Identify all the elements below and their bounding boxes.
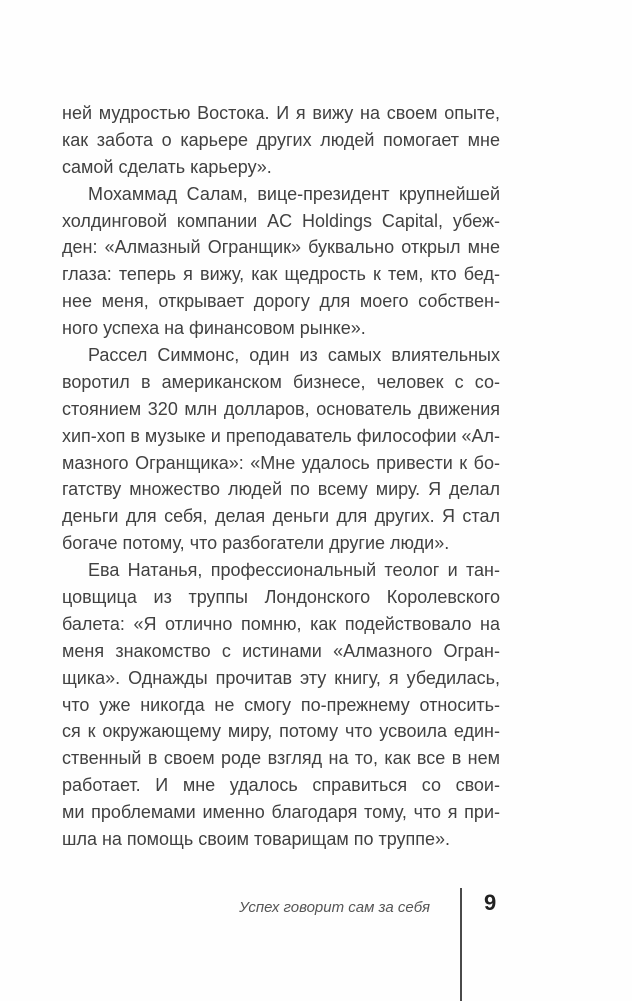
text-line: работает. И мне удалось справиться со свои- — [62, 775, 500, 796]
text-line: Рассел Симмонс, один из самых влиятельных — [88, 345, 500, 366]
text-line: нее меня, открывает дорогу для моего собствен- — [62, 291, 500, 312]
body-text — [62, 100, 500, 853]
text-line: хип-хоп в музыке и преподаватель философии «Ал- — [62, 425, 500, 446]
footer-divider-rule — [460, 888, 462, 1001]
text-line: Ева Натанья, профессиональный теолог и тан- — [88, 560, 500, 581]
text-line: меня знакомство с истинами «Алмазного Огран- — [62, 640, 500, 661]
text-line: щика». Однажды прочитав эту книгу, я убедилась, — [62, 667, 500, 688]
text-line: цовщица из труппы Лондонского Королевского — [62, 587, 500, 608]
text-line: ся к окружающему миру, потому что усвоила един- — [62, 721, 500, 742]
text-line: ственный в своем роде взгляд на то, как все в нем — [62, 748, 500, 769]
text-line: Мохаммад Салам, вице-президент крупнейшей — [88, 183, 500, 204]
running-title: Успех говорит сам за себя — [239, 899, 430, 916]
text-line: самой сделать карьеру». — [62, 156, 272, 177]
text-line: гатству множество людей по всему миру. Я делал — [62, 479, 500, 500]
text-line: деньги для себя, делая деньги для других. Я стал — [62, 506, 500, 527]
text-line: как забота о карьере других людей помогает мне — [62, 129, 500, 150]
text-line: воротил в американском бизнесе, человек с со- — [62, 371, 500, 392]
text-line: глаза: теперь я вижу, как щедрость к тем, кто бед- — [62, 264, 500, 285]
text-line: ден: «Алмазный Огранщик» буквально открыл мне — [62, 237, 500, 258]
text-line: холдинговой компании AC Holdings Capital, убеж- — [62, 210, 500, 231]
text-line: ми проблемами именно благодаря тому, что я при- — [62, 802, 500, 823]
text-line: шла на помощь своим товарищам по труппе». — [62, 829, 451, 850]
text-line: ного успеха на финансовом рынке». — [62, 318, 366, 339]
text-line: балета: «Я отлично помню, как подействовало на — [62, 613, 500, 634]
text-line: что уже никогда не смогу по-прежнему относить- — [62, 694, 500, 715]
text-line: богаче потому, что разбогатели другие люди». — [62, 533, 450, 554]
text-line: ней мудростью Востока. И я вижу на своем опыте, — [62, 103, 500, 123]
page-number: 9 — [484, 890, 497, 915]
text-line: мазного Огранщика»: «Мне удалось привести к бо- — [62, 452, 500, 473]
text-line: стоянием 320 млн долларов, основатель движения — [62, 398, 500, 419]
